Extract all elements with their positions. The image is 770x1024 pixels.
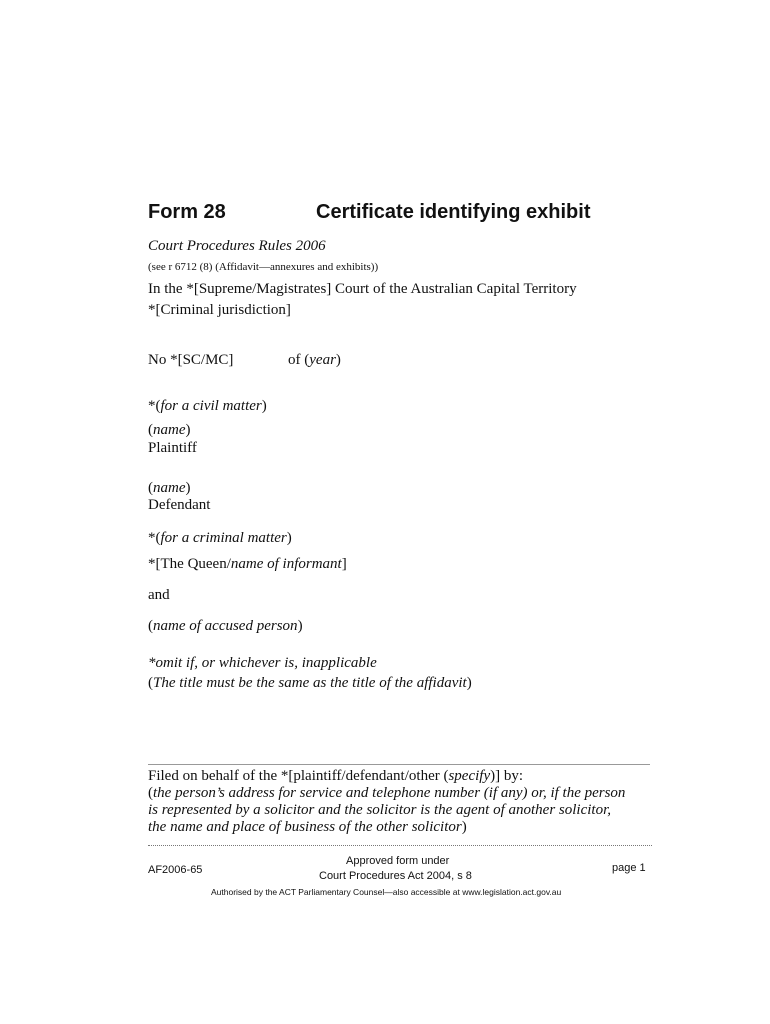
divider-bottom <box>148 845 652 846</box>
form-title: Certificate identifying exhibit <box>316 201 591 223</box>
rules-title: Court Procedures Rules 2006 <box>148 238 326 254</box>
defendant-name: (name) <box>148 480 191 496</box>
authorised-note: Authorised by the ACT Parliamentary Counsel—also accessible at www.legislation.act.gov.au <box>211 887 562 897</box>
filed-on-behalf: Filed on behalf of the *[plaintiff/defendant/other (specify)] by: <box>148 768 524 784</box>
approved-form-line-2: Court Procedures Act 2004, s 8 <box>319 870 472 882</box>
filed-address-line-2: is represented by a solicitor and the solicitor is the agent of another solicitor, <box>148 802 612 818</box>
plaintiff-label: Plaintiff <box>148 440 197 456</box>
divider-top <box>148 764 650 765</box>
court-line-2: *[Criminal jurisdiction] <box>148 302 291 318</box>
filed-address-line-3: the name and place of business of the other solicitor) <box>148 819 467 835</box>
page-number: page 1 <box>612 862 646 874</box>
file-number-year: of (year) <box>288 352 341 368</box>
plaintiff-name: (name) <box>148 422 191 438</box>
defendant-label: Defendant <box>148 497 211 513</box>
form-number: Form 28 <box>148 201 226 223</box>
accused-person: (name of accused person) <box>148 618 303 634</box>
omit-note: *omit if, or whichever is, inapplicable <box>148 655 377 671</box>
file-number-prefix: No *[SC/MC] <box>148 352 234 368</box>
approved-form-line-1: Approved form under <box>346 855 450 867</box>
criminal-heading: *(for a criminal matter) <box>148 530 292 546</box>
and-label: and <box>148 587 170 603</box>
civil-heading: *(for a civil matter) <box>148 398 267 414</box>
form-code: AF2006-65 <box>148 864 203 876</box>
title-note: (The title must be the same as the title of the affidavit) <box>148 675 472 691</box>
queen-informant: *[The Queen/name of informant] <box>148 556 347 572</box>
court-line-1: In the *[Supreme/Magistrates] Court of the Australian Capital Territory <box>148 281 577 297</box>
rule-reference: (see r 6712 (8) (Affidavit—annexures and exhibits)) <box>148 261 379 273</box>
filed-address-line-1: (the person’s address for service and telephone number (if any) or, if the person <box>148 785 626 801</box>
